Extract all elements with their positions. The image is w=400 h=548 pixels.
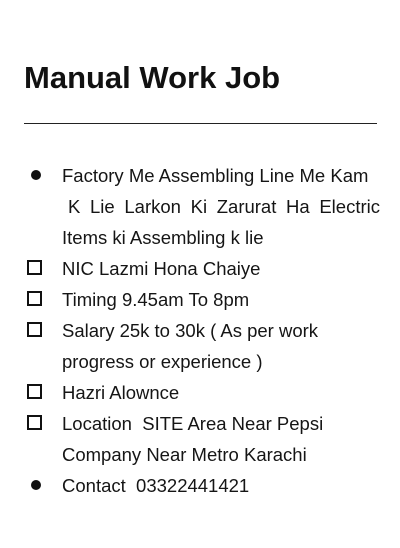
list-item-text: K Lie Larkon Ki Zarurat Ha Electric — [68, 196, 380, 217]
list-item-text: Location SITE Area Near Pepsi — [62, 413, 324, 434]
list-item-text: progress or experience ) — [62, 351, 263, 372]
checkbox-icon — [26, 253, 46, 284]
job-details-list — [0, 160, 400, 501]
checkbox-icon — [26, 408, 46, 439]
title-divider — [24, 123, 377, 124]
list-item-text: Hazri Alownce — [62, 382, 180, 403]
list-item-salary — [0, 315, 400, 377]
list-item-factory-work — [0, 160, 400, 253]
list-item-text: Factory Me Assembling Line Me Kam — [62, 165, 369, 186]
checkbox-icon — [26, 315, 46, 346]
bullet-icon — [26, 160, 46, 191]
bullet-icon — [26, 470, 46, 501]
checkbox-icon — [26, 284, 46, 315]
list-item-text: Salary 25k to 30k ( As per work — [62, 320, 319, 341]
list-item-timing — [0, 284, 400, 315]
list-item-text: Contact 03322441421 — [62, 475, 250, 496]
list-item-text: Items ki Assembling k lie — [62, 227, 264, 248]
list-item-contact — [0, 470, 400, 501]
checkbox-icon — [26, 377, 46, 408]
list-item-text: Company Near Metro Karachi — [62, 444, 307, 465]
list-item-nic — [0, 253, 400, 284]
list-item-text: NIC Lazmi Hona Chaiye — [62, 258, 261, 279]
list-item-text: Timing 9.45am To 8pm — [62, 289, 250, 310]
list-item-location — [0, 408, 400, 470]
page-title: Manual Work Job — [24, 60, 281, 95]
list-item-hazri — [0, 377, 400, 408]
